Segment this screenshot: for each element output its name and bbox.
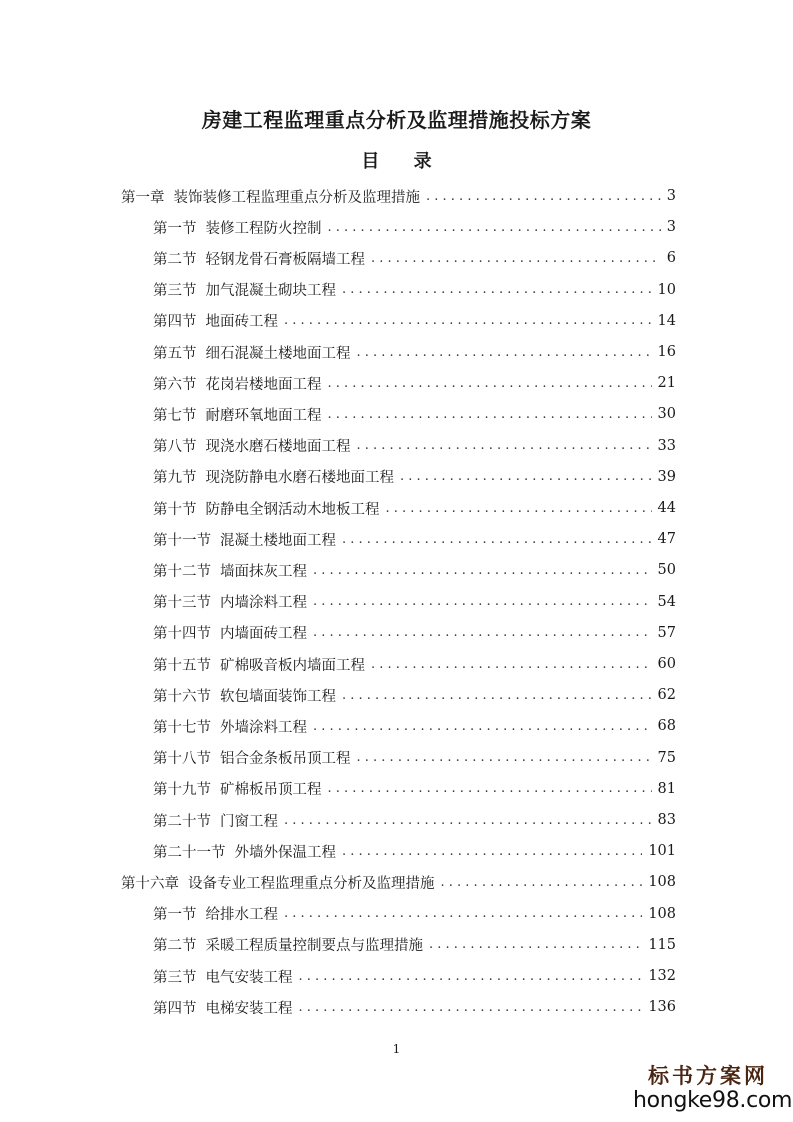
toc-section-entry[interactable] — [153, 650, 676, 678]
toc-dot-leader — [313, 594, 652, 609]
toc-dot-leader — [284, 313, 652, 328]
toc-entry-title: 加气混凝土砌块工程 — [205, 283, 336, 300]
toc-section-entry[interactable] — [153, 463, 676, 491]
toc-dot-leader — [357, 345, 652, 360]
toc-entry-number: 第十五节 — [153, 657, 211, 674]
toc-entry-number: 第七节 — [153, 407, 197, 424]
toc-entry-page: 62 — [657, 687, 676, 704]
toc-entry-number: 第二节 — [153, 938, 197, 955]
toc-dot-leader — [328, 781, 652, 796]
toc-entry-number: 第四节 — [153, 314, 197, 331]
toc-entry-page: 57 — [657, 624, 676, 641]
toc-entry-title: 矿棉板吊顶工程 — [220, 782, 322, 799]
document-title: 房建工程监理重点分析及监理措施投标方案 — [201, 108, 592, 132]
toc-entry-number: 第十九节 — [153, 782, 211, 799]
toc-section-entry[interactable] — [153, 806, 676, 834]
toc-entry-title: 花岗岩楼地面工程 — [205, 376, 322, 393]
page-number: 1 — [392, 1042, 401, 1056]
toc-entry-page: 54 — [657, 593, 676, 610]
toc-section-entry[interactable] — [153, 276, 676, 304]
toc-section-entry[interactable] — [153, 244, 676, 272]
toc-section-entry[interactable] — [153, 494, 676, 522]
toc-dot-leader — [342, 844, 642, 859]
toc-entry-page: 44 — [657, 500, 676, 516]
toc-entry-page: 132 — [648, 968, 676, 984]
toc-entry-page: 115 — [648, 936, 676, 953]
toc-entry-title: 采暖工程质量控制要点与监理措施 — [205, 938, 423, 955]
toc-entry-page: 30 — [657, 406, 676, 423]
toc-entry-number: 第十六章 — [121, 875, 179, 892]
toc-heading: 目 录 — [361, 151, 446, 172]
toc-entry-number: 第一节 — [153, 220, 197, 237]
toc-dot-leader — [313, 563, 652, 578]
toc-entry-number: 第二节 — [153, 251, 197, 268]
toc-entry-title: 轻钢龙骨石膏板隔墙工程 — [205, 251, 365, 268]
toc-dot-leader — [441, 875, 643, 890]
toc-entry-number: 第三节 — [153, 969, 197, 986]
site-watermark-logo — [633, 1064, 793, 1114]
toc-entry-page: 16 — [657, 344, 676, 360]
toc-dot-leader — [429, 937, 642, 952]
toc-entry-number: 第十三节 — [153, 595, 211, 612]
toc-entry-number: 第十二节 — [153, 563, 211, 580]
toc-dot-leader — [426, 189, 661, 204]
toc-entry-number: 第十一节 — [153, 532, 211, 549]
toc-entry-title: 铝合金条板吊顶工程 — [220, 751, 351, 768]
toc-dot-leader — [386, 501, 652, 516]
toc-section-entry[interactable] — [153, 338, 676, 366]
toc-entry-page: 14 — [657, 312, 676, 329]
toc-entry-page: 3 — [666, 219, 676, 236]
toc-entry-page: 81 — [657, 780, 676, 797]
toc-entry-title: 装饰装修工程监理重点分析及监理措施 — [173, 189, 420, 206]
toc-dot-leader — [371, 251, 661, 266]
toc-dot-leader — [299, 969, 643, 984]
toc-dot-leader — [284, 906, 642, 921]
toc-entry-title: 外墙涂料工程 — [220, 719, 307, 736]
toc-entry-title: 现浇防静电水磨石楼地面工程 — [205, 470, 394, 487]
toc-entry-title: 耐磨环氧地面工程 — [205, 407, 322, 424]
toc-dot-leader — [299, 1000, 643, 1015]
toc-dot-leader — [400, 469, 652, 484]
toc-dot-leader — [342, 282, 652, 297]
toc-entry-page: 10 — [657, 281, 676, 298]
toc-entry-title: 电梯安装工程 — [205, 1000, 293, 1017]
toc-dot-leader — [328, 407, 652, 422]
toc-section-entry[interactable] — [153, 619, 676, 647]
toc-section-entry[interactable] — [153, 681, 676, 709]
toc-entry-page: 39 — [657, 468, 676, 485]
toc-entry-title: 内墙面砖工程 — [220, 626, 307, 643]
toc-section-entry[interactable] — [153, 588, 676, 616]
toc-dot-leader — [371, 657, 652, 672]
toc-entry-title: 现浇水磨石楼地面工程 — [205, 439, 351, 456]
toc-section-entry[interactable] — [153, 744, 676, 772]
toc-dot-leader — [284, 813, 652, 828]
toc-dot-leader — [313, 719, 652, 734]
toc-entry-title: 电气安装工程 — [205, 969, 293, 986]
toc-section-entry[interactable] — [153, 369, 676, 397]
toc-entry-page: 108 — [648, 874, 676, 891]
toc-entry-page: 6 — [666, 250, 676, 267]
toc-entry-number: 第十六节 — [153, 688, 211, 705]
toc-section-entry[interactable] — [153, 775, 676, 803]
toc-section-entry[interactable] — [153, 962, 676, 990]
toc-entry-page: 47 — [657, 531, 676, 548]
toc-section-entry[interactable] — [153, 931, 676, 959]
toc-section-entry[interactable] — [153, 837, 676, 865]
toc-entry-title: 矿棉吸音板内墙面工程 — [220, 657, 365, 674]
toc-entry-page: 68 — [657, 718, 676, 735]
toc-entry-number: 第一章 — [121, 189, 165, 206]
toc-entry-title: 混凝土楼地面工程 — [220, 532, 336, 549]
toc-entry-number: 第六节 — [153, 376, 197, 393]
toc-entry-page: 33 — [657, 437, 676, 454]
toc-entry-page: 75 — [657, 749, 676, 766]
toc-entry-number: 第二十节 — [153, 813, 211, 830]
toc-entry-page: 101 — [648, 843, 676, 860]
toc-section-entry[interactable] — [153, 993, 676, 1021]
toc-chapter-entry[interactable] — [121, 182, 676, 210]
toc-dot-leader — [328, 220, 661, 235]
toc-entry-page: 83 — [657, 812, 676, 828]
toc-section-entry[interactable] — [153, 400, 676, 428]
toc-entry-title: 细石混凝土楼地面工程 — [205, 345, 351, 362]
toc-section-entry[interactable] — [153, 525, 676, 553]
toc-entry-title: 地面砖工程 — [205, 314, 278, 331]
toc-section-entry[interactable] — [153, 307, 676, 335]
toc-entry-page: 108 — [648, 905, 676, 922]
toc-entry-title: 外墙外保温工程 — [234, 844, 336, 861]
toc-entry-title: 防静电全钢活动木地板工程 — [205, 501, 380, 518]
toc-chapter-entry[interactable] — [121, 868, 676, 896]
toc-dot-leader — [313, 625, 652, 640]
toc-dot-leader — [357, 438, 652, 453]
toc-entry-title: 装修工程防火控制 — [205, 220, 322, 237]
toc-dot-leader — [342, 532, 652, 547]
toc-entry-title: 设备专业工程监理重点分析及监理措施 — [188, 875, 435, 892]
toc-entry-number: 第二十一节 — [153, 844, 226, 861]
toc-entry-number: 第一节 — [153, 907, 197, 924]
toc-entry-number: 第十七节 — [153, 719, 211, 736]
toc-entry-number: 第十节 — [153, 501, 197, 518]
toc-entry-title: 内墙涂料工程 — [220, 595, 307, 612]
watermark-brand-text: 标书方案网 — [648, 1064, 768, 1088]
toc-entry-number: 第三节 — [153, 283, 197, 300]
toc-section-entry[interactable] — [153, 900, 676, 928]
toc-dot-leader — [342, 688, 652, 703]
toc-entry-number: 第九节 — [153, 470, 197, 487]
toc-section-entry[interactable] — [153, 432, 676, 460]
toc-section-entry[interactable] — [153, 556, 676, 584]
toc-entry-page: 60 — [657, 656, 676, 672]
toc-dot-leader — [328, 376, 652, 391]
toc-entry-number: 第十四节 — [153, 626, 211, 643]
toc-section-entry[interactable] — [153, 712, 676, 740]
toc-entry-number: 第十八节 — [153, 751, 211, 768]
toc-entry-title: 墙面抹灰工程 — [220, 563, 307, 580]
toc-entry-page: 50 — [657, 562, 676, 579]
watermark-url-text: hongke98.com — [633, 1088, 793, 1113]
toc-dot-leader — [357, 750, 652, 765]
toc-entry-page: 21 — [657, 375, 676, 392]
toc-entry-title: 给排水工程 — [205, 907, 278, 924]
toc-entry-page: 136 — [648, 999, 676, 1016]
toc-entry-page: 3 — [666, 188, 676, 204]
toc-section-entry[interactable] — [153, 213, 676, 241]
toc-entry-number: 第四节 — [153, 1000, 197, 1017]
toc-entry-number: 第五节 — [153, 345, 197, 362]
toc-entry-title: 门窗工程 — [220, 813, 278, 830]
toc-entry-number: 第八节 — [153, 439, 197, 456]
toc-entry-title: 软包墙面装饰工程 — [220, 688, 336, 705]
